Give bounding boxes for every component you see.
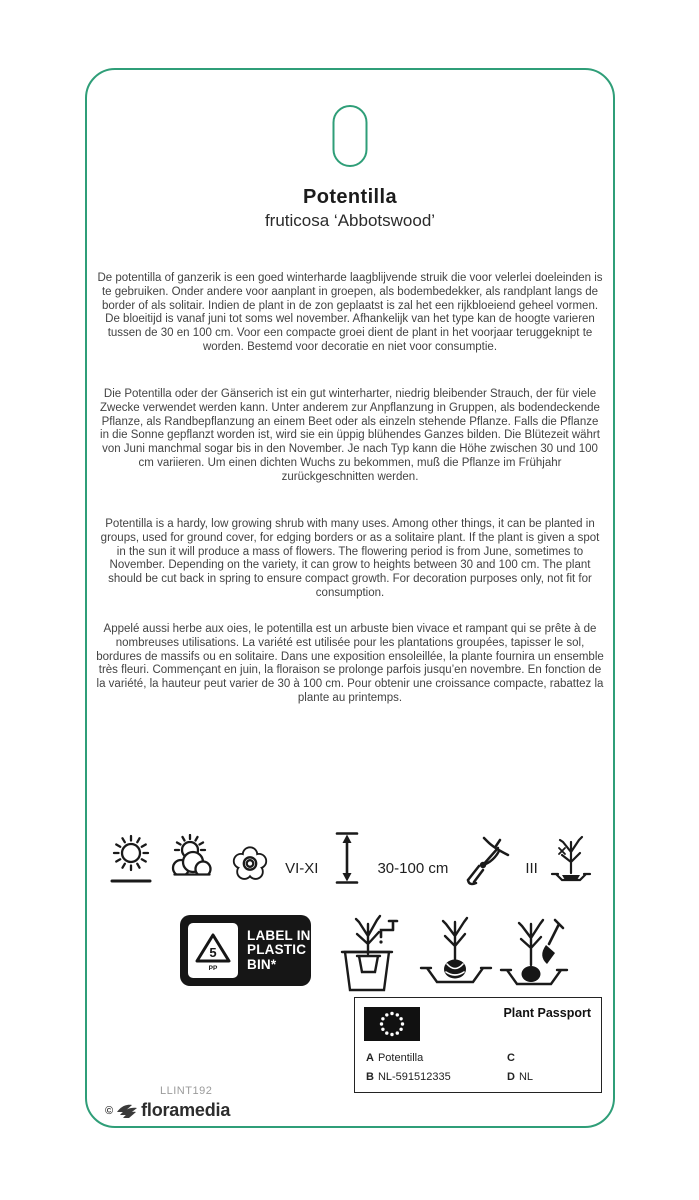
plant-passport-box xyxy=(354,997,602,1093)
badge-line-1: LABEL IN xyxy=(247,927,311,943)
badge-line-3: BIN* xyxy=(247,956,277,972)
passport-field-a xyxy=(366,1052,423,1064)
passport-field-d xyxy=(507,1071,533,1083)
plant-variety-subtitle: fruticosa ‘Abbotswood’ xyxy=(264,211,436,230)
passport-field-c xyxy=(507,1052,519,1064)
svg-text:PP: PP xyxy=(208,964,218,972)
full-sun-icon xyxy=(108,832,154,886)
plant-genus-title: Potentilla xyxy=(302,186,397,208)
plant-passport-title: Plant Passport xyxy=(503,1006,591,1020)
passport-field-b xyxy=(366,1071,451,1083)
height-range-label: 30-100 cm xyxy=(377,860,449,877)
svg-text:5: 5 xyxy=(209,944,217,960)
recycle-resin-panel xyxy=(188,923,238,978)
passport-key-a: A xyxy=(366,1052,374,1064)
soak-plant-in-bucket-icon xyxy=(327,912,409,998)
floramedia-logo xyxy=(105,1100,230,1121)
recycling-triangle-icon xyxy=(194,930,232,972)
passport-value-d: NL xyxy=(518,1071,534,1083)
badge-text xyxy=(247,929,311,973)
care-icons-row xyxy=(87,830,613,886)
plant-label-card xyxy=(85,68,615,1128)
hang-hole-cutout xyxy=(333,105,368,167)
badge-line-2: PLASTIC xyxy=(247,942,307,958)
description-german: Die Potentilla oder der Gänserich ist ein gut winterharter, niedrig bleibender Strauch, der für viele Zwecke verwendet werden kann. Unter anderem zur Anpflanzung in Gruppen, als bodendeckende Pflanze, als Randbepflanzung an einem Beet oder als einzeln stehende Pflanze. Falls die Pflanze in die Sonne gepflanzt worden ist, wird sie ein üppig blühendes Ganzes bilden. Die Blütezeit währt von Juni manchmal sogar bis in den November. Je nach Typ kann die Höhe zwischen 30 und 100 cm variieren. Um einen dichten Wuchs zu bekommen, muß die Pflanze im Frühjahr zurückgeschnitten werden. xyxy=(100,388,600,483)
passport-key-d: D xyxy=(507,1071,515,1083)
eu-flag-icon xyxy=(364,1007,420,1041)
description-french: Appelé aussi herbe aux oies, le potentilla est un arbuste bien vivace et rampant qui se prête à de nombreuses utilisations. La variété est utilisée pour les plantations groupées, tapisser le sol, bordures de massifs ou en solitaire. Dans une exposition ensoleillée, la plante fournira un ensemble très fleuri. Commençant en juin, la floraison se prolonge parfois jusqu’en novembre. En fonction de la variété, la hauteur peut varier de 30 à 100 cm. Pour obtenir une croissance compacte, rabattez la plante au printemps. xyxy=(96,623,604,704)
shrub-prune-icon xyxy=(550,830,592,886)
partial-sun-cloud-icon xyxy=(166,834,216,886)
brand-name: floramedia xyxy=(141,1100,231,1120)
flower-icon xyxy=(228,842,272,886)
flowering-months-label: VI-XI xyxy=(285,860,319,877)
floramedia-leaves-icon xyxy=(116,1103,138,1119)
planting-with-spade-icon xyxy=(499,912,577,998)
copyright-mark: © xyxy=(105,1104,114,1117)
label-in-plastic-bin-badge xyxy=(180,915,311,986)
pruning-shears-icon xyxy=(460,834,512,886)
passport-key-c: C xyxy=(507,1052,515,1064)
passport-value-b: NL-591512335 xyxy=(377,1071,451,1083)
passport-value-a: Potentilla xyxy=(377,1052,424,1064)
description-dutch: De potentilla of ganzerik is een goed winterharde laagblijvende struik die voor velerlei doeleinden is te gebruiken. Onder andere voor aanplant in groepen, als bodembedekker, als randplant langs de border of als solitair. Indien de plant in de zon geplaatst is zal het een rijkbloeiend geheel vormen. De bloeitijd is vanaf juni tot soms wel november. Afhankelijk van het type kan de hoogte varieren tussen de 30 en 100 cm. Voor een compacte groei dient de plant in het voorjaar teruggeknipt te worden. Bestemd voor decoratie en niet voor consumptie. xyxy=(97,272,603,353)
rootball-in-hole-icon xyxy=(419,912,493,998)
description-english: Potentilla is a hardy, low growing shrub with many uses. Among other things, it can be planted in groups, used for ground cover, for edging borders or as a solitaire plant. If the plant is given a spot in the sun it will produce a mass of flowers. The flowering period is from June, sometimes to November. Depending on the variety, it can grow to heights between 30 and 100 cm. The plant should be cut back in spring to ensure compact growth. For decoration purposes only, not fit for consumption. xyxy=(100,518,600,599)
pruning-month-label: III xyxy=(525,860,538,877)
passport-key-b: B xyxy=(366,1071,374,1083)
height-range-icon xyxy=(330,830,364,886)
print-code: LLINT192 xyxy=(160,1085,213,1097)
